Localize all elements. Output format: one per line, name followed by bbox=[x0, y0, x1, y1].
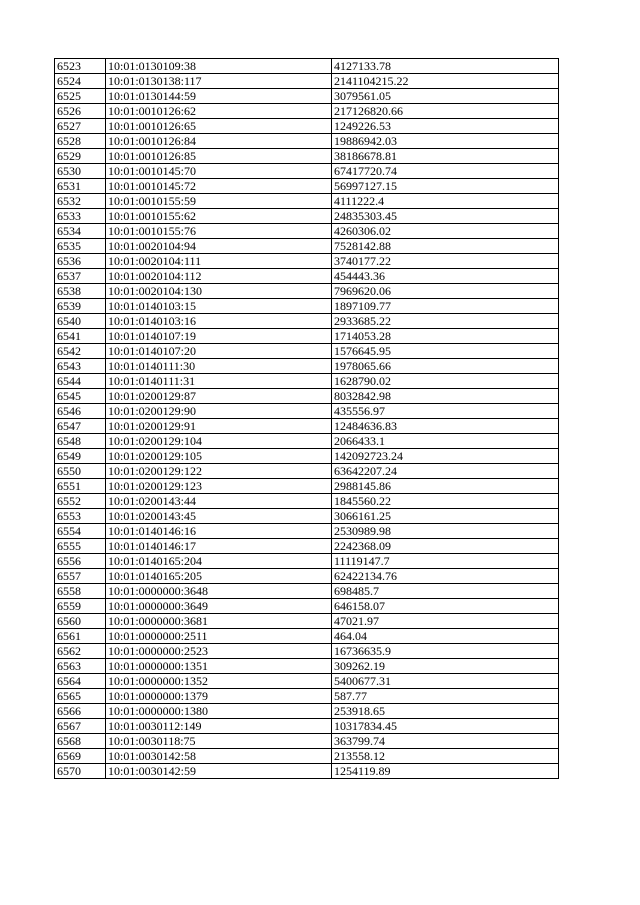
row-index-cell: 6526 bbox=[55, 104, 106, 119]
row-index-cell: 6546 bbox=[55, 404, 106, 419]
cadastral-number-cell: 10:01:0140165:204 bbox=[106, 554, 332, 569]
amount-cell: 253918.65 bbox=[332, 704, 559, 719]
table-row bbox=[55, 554, 559, 569]
cadastral-number-cell: 10:01:0010155:59 bbox=[106, 194, 332, 209]
row-index-cell: 6532 bbox=[55, 194, 106, 209]
cadastral-number-cell: 10:01:0000000:1351 bbox=[106, 659, 332, 674]
cadastral-number-cell: 10:01:0010126:62 bbox=[106, 104, 332, 119]
amount-cell: 454443.36 bbox=[332, 269, 559, 284]
row-index-cell: 6551 bbox=[55, 479, 106, 494]
table-row bbox=[55, 389, 559, 404]
table-row bbox=[55, 104, 559, 119]
table-row bbox=[55, 449, 559, 464]
row-index-cell: 6558 bbox=[55, 584, 106, 599]
amount-cell: 2066433.1 bbox=[332, 434, 559, 449]
cadastral-number-cell: 10:01:0030112:149 bbox=[106, 719, 332, 734]
cadastral-number-cell: 10:01:0140103:16 bbox=[106, 314, 332, 329]
cadastral-number-cell: 10:01:0020104:94 bbox=[106, 239, 332, 254]
cadastral-number-cell: 10:01:0000000:1352 bbox=[106, 674, 332, 689]
amount-cell: 12484636.83 bbox=[332, 419, 559, 434]
amount-cell: 4111222.4 bbox=[332, 194, 559, 209]
table-row bbox=[55, 134, 559, 149]
row-index-cell: 6563 bbox=[55, 659, 106, 674]
table-row bbox=[55, 314, 559, 329]
row-index-cell: 6570 bbox=[55, 764, 106, 779]
row-index-cell: 6565 bbox=[55, 689, 106, 704]
amount-cell: 1249226.53 bbox=[332, 119, 559, 134]
amount-cell: 8032842.98 bbox=[332, 389, 559, 404]
row-index-cell: 6537 bbox=[55, 269, 106, 284]
table-row bbox=[55, 749, 559, 764]
cadastral-number-cell: 10:01:0140107:20 bbox=[106, 344, 332, 359]
table-row bbox=[55, 404, 559, 419]
amount-cell: 435556.97 bbox=[332, 404, 559, 419]
row-index-cell: 6567 bbox=[55, 719, 106, 734]
cadastral-number-cell: 10:01:0140111:30 bbox=[106, 359, 332, 374]
row-index-cell: 6556 bbox=[55, 554, 106, 569]
row-index-cell: 6538 bbox=[55, 284, 106, 299]
table-row bbox=[55, 599, 559, 614]
row-index-cell: 6534 bbox=[55, 224, 106, 239]
table-row bbox=[55, 524, 559, 539]
cadastral-number-cell: 10:01:0140103:15 bbox=[106, 299, 332, 314]
table-row bbox=[55, 629, 559, 644]
table-row bbox=[55, 374, 559, 389]
row-index-cell: 6568 bbox=[55, 734, 106, 749]
row-index-cell: 6561 bbox=[55, 629, 106, 644]
table-row bbox=[55, 359, 559, 374]
row-index-cell: 6541 bbox=[55, 329, 106, 344]
row-index-cell: 6555 bbox=[55, 539, 106, 554]
cadastral-number-cell: 10:01:0010155:76 bbox=[106, 224, 332, 239]
amount-cell: 1897109.77 bbox=[332, 299, 559, 314]
cadastral-number-cell: 10:01:0200143:45 bbox=[106, 509, 332, 524]
amount-cell: 698485.7 bbox=[332, 584, 559, 599]
table-row bbox=[55, 194, 559, 209]
amount-cell: 1254119.89 bbox=[332, 764, 559, 779]
cadastral-number-cell: 10:01:0140111:31 bbox=[106, 374, 332, 389]
amount-cell: 4127133.78 bbox=[332, 59, 559, 74]
table-row bbox=[55, 209, 559, 224]
table-row bbox=[55, 59, 559, 74]
row-index-cell: 6557 bbox=[55, 569, 106, 584]
amount-cell: 1978065.66 bbox=[332, 359, 559, 374]
cadastral-number-cell: 10:01:0010126:65 bbox=[106, 119, 332, 134]
cadastral-number-cell: 10:01:0000000:3681 bbox=[106, 614, 332, 629]
cadastral-number-cell: 10:01:0000000:1380 bbox=[106, 704, 332, 719]
amount-cell: 1576645.95 bbox=[332, 344, 559, 359]
cadastral-number-cell: 10:01:0000000:2511 bbox=[106, 629, 332, 644]
table-row bbox=[55, 644, 559, 659]
amount-cell: 3740177.22 bbox=[332, 254, 559, 269]
row-index-cell: 6549 bbox=[55, 449, 106, 464]
table-row bbox=[55, 419, 559, 434]
table-row bbox=[55, 434, 559, 449]
row-index-cell: 6550 bbox=[55, 464, 106, 479]
cadastral-number-cell: 10:01:0020104:130 bbox=[106, 284, 332, 299]
amount-cell: 47021.97 bbox=[332, 614, 559, 629]
cadastral-number-cell: 10:01:0200129:122 bbox=[106, 464, 332, 479]
table-row bbox=[55, 494, 559, 509]
row-index-cell: 6523 bbox=[55, 59, 106, 74]
amount-cell: 587.77 bbox=[332, 689, 559, 704]
cadastral-number-cell: 10:01:0130109:38 bbox=[106, 59, 332, 74]
table-row bbox=[55, 239, 559, 254]
amount-cell: 1628790.02 bbox=[332, 374, 559, 389]
cadastral-number-cell: 10:01:0130138:117 bbox=[106, 74, 332, 89]
row-index-cell: 6525 bbox=[55, 89, 106, 104]
amount-cell: 2141104215.22 bbox=[332, 74, 559, 89]
row-index-cell: 6547 bbox=[55, 419, 106, 434]
cadastral-number-cell: 10:01:0200129:87 bbox=[106, 389, 332, 404]
amount-cell: 2242368.09 bbox=[332, 539, 559, 554]
amount-cell: 646158.07 bbox=[332, 599, 559, 614]
table-row bbox=[55, 764, 559, 779]
row-index-cell: 6544 bbox=[55, 374, 106, 389]
cadastral-number-cell: 10:01:0030142:58 bbox=[106, 749, 332, 764]
cadastral-table bbox=[54, 58, 559, 779]
row-index-cell: 6533 bbox=[55, 209, 106, 224]
table-row bbox=[55, 224, 559, 239]
row-index-cell: 6536 bbox=[55, 254, 106, 269]
cadastral-number-cell: 10:01:0010145:70 bbox=[106, 164, 332, 179]
cadastral-number-cell: 10:01:0200129:90 bbox=[106, 404, 332, 419]
table-row bbox=[55, 584, 559, 599]
table-row bbox=[55, 329, 559, 344]
amount-cell: 7969620.06 bbox=[332, 284, 559, 299]
table-row bbox=[55, 689, 559, 704]
table-row bbox=[55, 539, 559, 554]
row-index-cell: 6529 bbox=[55, 149, 106, 164]
amount-cell: 11119147.7 bbox=[332, 554, 559, 569]
row-index-cell: 6527 bbox=[55, 119, 106, 134]
cadastral-number-cell: 10:01:0000000:2523 bbox=[106, 644, 332, 659]
amount-cell: 363799.74 bbox=[332, 734, 559, 749]
table-row bbox=[55, 149, 559, 164]
table-row bbox=[55, 74, 559, 89]
row-index-cell: 6530 bbox=[55, 164, 106, 179]
row-index-cell: 6531 bbox=[55, 179, 106, 194]
table-row bbox=[55, 179, 559, 194]
amount-cell: 5400677.31 bbox=[332, 674, 559, 689]
table-row bbox=[55, 344, 559, 359]
amount-cell: 464.04 bbox=[332, 629, 559, 644]
cadastral-number-cell: 10:01:0020104:111 bbox=[106, 254, 332, 269]
row-index-cell: 6564 bbox=[55, 674, 106, 689]
table-row bbox=[55, 89, 559, 104]
cadastral-number-cell: 10:01:0000000:1379 bbox=[106, 689, 332, 704]
table-body bbox=[55, 59, 559, 779]
cadastral-number-cell: 10:01:0010155:62 bbox=[106, 209, 332, 224]
amount-cell: 67417720.74 bbox=[332, 164, 559, 179]
amount-cell: 142092723.24 bbox=[332, 449, 559, 464]
cadastral-number-cell: 10:01:0130144:59 bbox=[106, 89, 332, 104]
amount-cell: 10317834.45 bbox=[332, 719, 559, 734]
table-row bbox=[55, 284, 559, 299]
cadastral-number-cell: 10:01:0140146:16 bbox=[106, 524, 332, 539]
row-index-cell: 6524 bbox=[55, 74, 106, 89]
table-row bbox=[55, 299, 559, 314]
amount-cell: 7528142.88 bbox=[332, 239, 559, 254]
cadastral-number-cell: 10:01:0000000:3649 bbox=[106, 599, 332, 614]
cadastral-number-cell: 10:01:0020104:112 bbox=[106, 269, 332, 284]
row-index-cell: 6566 bbox=[55, 704, 106, 719]
amount-cell: 2933685.22 bbox=[332, 314, 559, 329]
amount-cell: 1845560.22 bbox=[332, 494, 559, 509]
row-index-cell: 6548 bbox=[55, 434, 106, 449]
cadastral-number-cell: 10:01:0200129:123 bbox=[106, 479, 332, 494]
cadastral-number-cell: 10:01:0140146:17 bbox=[106, 539, 332, 554]
amount-cell: 16736635.9 bbox=[332, 644, 559, 659]
amount-cell: 3079561.05 bbox=[332, 89, 559, 104]
table-row bbox=[55, 464, 559, 479]
row-index-cell: 6560 bbox=[55, 614, 106, 629]
amount-cell: 62422134.76 bbox=[332, 569, 559, 584]
cadastral-number-cell: 10:01:0000000:3648 bbox=[106, 584, 332, 599]
cadastral-number-cell: 10:01:0030142:59 bbox=[106, 764, 332, 779]
row-index-cell: 6559 bbox=[55, 599, 106, 614]
row-index-cell: 6528 bbox=[55, 134, 106, 149]
row-index-cell: 6540 bbox=[55, 314, 106, 329]
amount-cell: 309262.19 bbox=[332, 659, 559, 674]
cadastral-number-cell: 10:01:0140165:205 bbox=[106, 569, 332, 584]
row-index-cell: 6562 bbox=[55, 644, 106, 659]
table-row bbox=[55, 569, 559, 584]
table-row bbox=[55, 614, 559, 629]
amount-cell: 56997127.15 bbox=[332, 179, 559, 194]
table-row bbox=[55, 734, 559, 749]
cadastral-number-cell: 10:01:0030118:75 bbox=[106, 734, 332, 749]
table-row bbox=[55, 659, 559, 674]
amount-cell: 3066161.25 bbox=[332, 509, 559, 524]
cadastral-number-cell: 10:01:0200143:44 bbox=[106, 494, 332, 509]
amount-cell: 4260306.02 bbox=[332, 224, 559, 239]
row-index-cell: 6545 bbox=[55, 389, 106, 404]
row-index-cell: 6553 bbox=[55, 509, 106, 524]
cadastral-number-cell: 10:01:0010145:72 bbox=[106, 179, 332, 194]
row-index-cell: 6539 bbox=[55, 299, 106, 314]
amount-cell: 2988145.86 bbox=[332, 479, 559, 494]
amount-cell: 217126820.66 bbox=[332, 104, 559, 119]
table-row bbox=[55, 674, 559, 689]
table-row bbox=[55, 719, 559, 734]
table-row bbox=[55, 269, 559, 284]
row-index-cell: 6552 bbox=[55, 494, 106, 509]
amount-cell: 63642207.24 bbox=[332, 464, 559, 479]
amount-cell: 24835303.45 bbox=[332, 209, 559, 224]
cadastral-number-cell: 10:01:0140107:19 bbox=[106, 329, 332, 344]
table-row bbox=[55, 704, 559, 719]
cadastral-number-cell: 10:01:0200129:91 bbox=[106, 419, 332, 434]
table-row bbox=[55, 119, 559, 134]
row-index-cell: 6554 bbox=[55, 524, 106, 539]
amount-cell: 1714053.28 bbox=[332, 329, 559, 344]
cadastral-number-cell: 10:01:0010126:85 bbox=[106, 149, 332, 164]
amount-cell: 2530989.98 bbox=[332, 524, 559, 539]
row-index-cell: 6569 bbox=[55, 749, 106, 764]
cadastral-number-cell: 10:01:0200129:105 bbox=[106, 449, 332, 464]
row-index-cell: 6543 bbox=[55, 359, 106, 374]
row-index-cell: 6542 bbox=[55, 344, 106, 359]
table-row bbox=[55, 164, 559, 179]
table-row bbox=[55, 479, 559, 494]
amount-cell: 213558.12 bbox=[332, 749, 559, 764]
table-row bbox=[55, 509, 559, 524]
table-row bbox=[55, 254, 559, 269]
row-index-cell: 6535 bbox=[55, 239, 106, 254]
amount-cell: 19886942.03 bbox=[332, 134, 559, 149]
amount-cell: 38186678.81 bbox=[332, 149, 559, 164]
cadastral-number-cell: 10:01:0010126:84 bbox=[106, 134, 332, 149]
cadastral-number-cell: 10:01:0200129:104 bbox=[106, 434, 332, 449]
